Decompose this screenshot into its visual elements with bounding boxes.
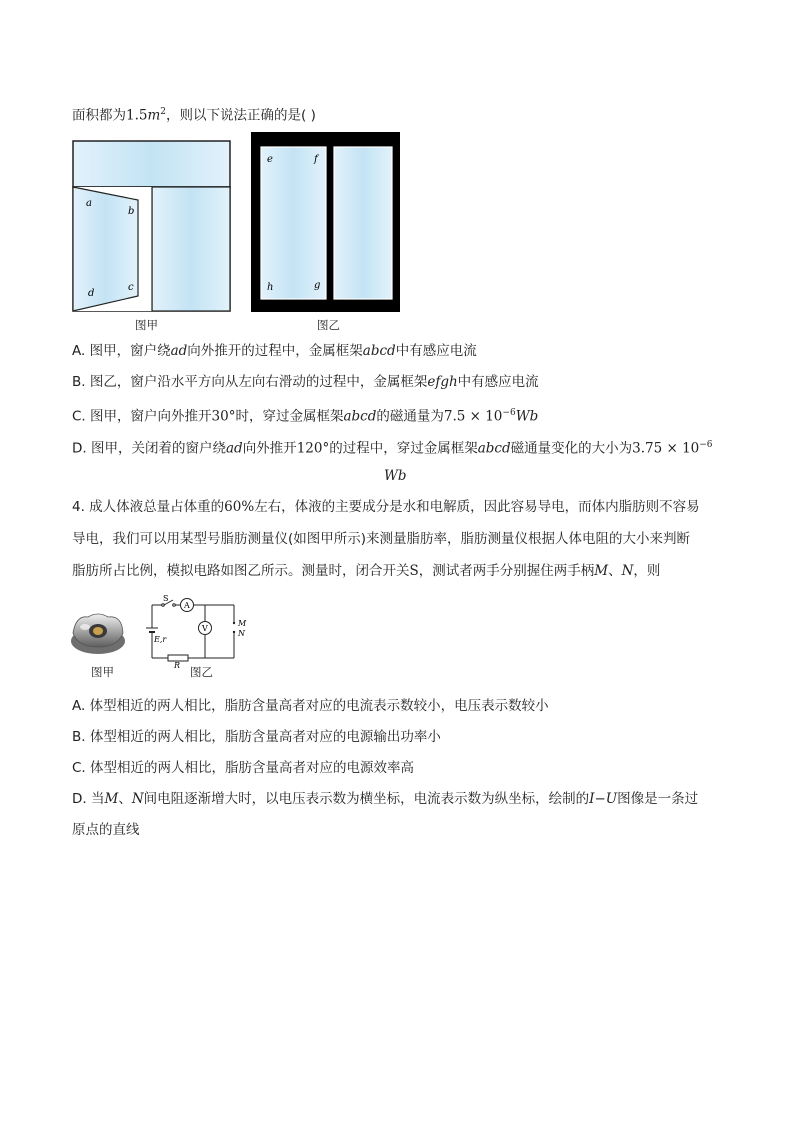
q3-stem-unit: m	[147, 107, 161, 124]
q3-c-p2: 时，穿过金属框架	[235, 408, 344, 425]
q4-l1-pct: 60%	[224, 499, 255, 515]
q4-l3-n: N	[621, 563, 634, 579]
jia-top-pane	[73, 141, 230, 187]
q4-option-a: A. 体型相近的两人相比，脂肪含量高者对应的电流表示数较小，电压表示数较小	[72, 698, 549, 714]
circuit-terminal-m: M	[238, 619, 247, 628]
q3-b-frame: efgh	[427, 374, 458, 390]
q3-a-p3: 中有感应电流	[395, 343, 477, 359]
q3-d-frame: abcd	[477, 440, 511, 457]
circuit-voltmeter-label: V	[202, 624, 208, 633]
q3-stem-text: 面积都为	[72, 107, 126, 124]
q3-c-p3: 的磁通量为	[376, 408, 444, 425]
q3-d-p3: 的过程中，穿过金属框架	[329, 440, 478, 457]
q3-stem-exp: 2	[160, 107, 167, 117]
q3-option-c	[72, 404, 538, 426]
q3-stem	[72, 103, 316, 125]
q4-l3-c: ，则	[633, 563, 661, 579]
q3-d-angle: 120°	[296, 440, 330, 457]
q3-a-p2: 向外推开的过程中，金属框架	[187, 343, 363, 359]
q3-c-angle: 30°	[211, 408, 236, 425]
q3-a-axis: ad	[170, 343, 188, 359]
q4-l3-s: S	[409, 563, 419, 579]
q3-fig-yi-caption: 图乙	[317, 318, 340, 332]
q4-d-p1: D. 当	[72, 791, 105, 807]
q3-option-b	[72, 373, 539, 391]
label-a: a	[86, 198, 92, 209]
q4-option-d-line2: 原点的直线	[72, 822, 140, 838]
q3-c-p1: C. 图甲，窗户向外推开	[72, 408, 212, 425]
q4-d-iu: I−U	[589, 791, 618, 807]
q3-fig-jia-caption: 图甲	[135, 318, 158, 332]
q4-l3-m: M	[594, 563, 609, 579]
label-c: c	[128, 282, 134, 293]
q4-l3-sep: 、	[608, 563, 622, 579]
q3-c-frame: abcd	[343, 408, 377, 425]
q4-fig-jia-caption: 图甲	[91, 665, 114, 679]
q4-d-p2: 间电阻逐渐增大时，以电压表示数为横坐标，电流表示数为纵坐标，绘制的	[143, 791, 590, 807]
q3-b-p2: 中有感应电流	[457, 374, 539, 390]
yi-right-pane	[334, 147, 392, 299]
q3-stem-tail: ，则以下说法正确的是( )	[166, 107, 316, 124]
circuit-terminal-n: N	[238, 629, 245, 638]
circuit-switch-label: S	[163, 595, 169, 603]
label-h: h	[267, 282, 274, 293]
q3-a-frame: abcd	[362, 343, 396, 359]
label-f: f	[314, 154, 318, 165]
q4-l1-b: 左右，体液的主要成分是水和电解质，因此容易导电，而体内脂肪则不容易	[254, 499, 700, 515]
q3-d-p2: 向外推开	[242, 440, 297, 457]
yi-left-pane-efgh	[261, 147, 326, 299]
circuit-ammeter-label: A	[184, 601, 190, 610]
label-g: g	[314, 280, 321, 291]
q4-d-n: N	[131, 791, 144, 807]
q3-b-p1: B. 图乙，窗户沿水平方向从左向右滑动的过程中，金属框架	[72, 374, 428, 390]
q4-option-d	[72, 790, 698, 808]
q3-stem-area: 1.5	[126, 107, 148, 124]
q4-figure-yi-circuit	[140, 595, 256, 670]
jia-right-pane	[152, 187, 230, 311]
q3-figure-jia	[72, 140, 232, 314]
label-d: d	[88, 288, 95, 299]
q3-c-exp: −6	[502, 408, 516, 418]
q3-d-p1: D. 图甲，关闭着的窗户绕	[72, 440, 226, 457]
circuit-resistor-label: R	[174, 661, 181, 670]
q4-stem-line2: 导电，我们可以用某型号脂肪测量仪(如图甲所示)来测量脂肪率，脂肪测量仪根据人体电阻的大小来判断	[72, 531, 691, 547]
q3-figure-yi	[251, 132, 401, 313]
q3-d-axis: ad	[225, 440, 243, 457]
q4-option-c: C. 体型相近的两人相比，脂肪含量高者对应的电源效率高	[72, 760, 415, 776]
q3-d-value: 3.75 × 10	[632, 440, 700, 457]
q4-l3-b: ，测试者两手分别握住两手柄	[418, 563, 595, 579]
circuit-source-label: E,r	[154, 635, 167, 644]
q3-d-p4: 磁通量变化的大小为	[510, 440, 633, 457]
q3-a-p1: A. 图甲，窗户绕	[72, 343, 171, 359]
q4-figure-jia-device	[70, 605, 126, 659]
q3-c-value: 7.5 × 10	[443, 408, 503, 425]
q4-d-m: M	[104, 791, 119, 807]
q4-d-sep: 、	[118, 791, 132, 807]
q4-l3-a: 脂肪所占比例，模拟电路如图乙所示。测量时，闭合开关	[72, 563, 410, 579]
q3-c-unit: Wb	[515, 408, 539, 425]
q4-stem-line1	[72, 498, 700, 516]
q4-option-b: B. 体型相近的两人相比，脂肪含量高者对应的电源输出功率小	[72, 729, 441, 745]
q4-fig-yi-caption: 图乙	[190, 665, 213, 679]
q3-d-unit: Wb	[384, 468, 407, 484]
q4-d-p3: 图像是一条过	[617, 791, 699, 807]
q4-l1-a: 4. 成人体液总量占体重的	[72, 499, 225, 515]
q3-option-d	[72, 436, 713, 458]
q3-d-exp: −6	[699, 440, 713, 450]
q3-option-a	[72, 342, 477, 360]
label-e: e	[267, 154, 273, 165]
label-b: b	[128, 206, 135, 217]
q4-stem-line3	[72, 562, 660, 580]
